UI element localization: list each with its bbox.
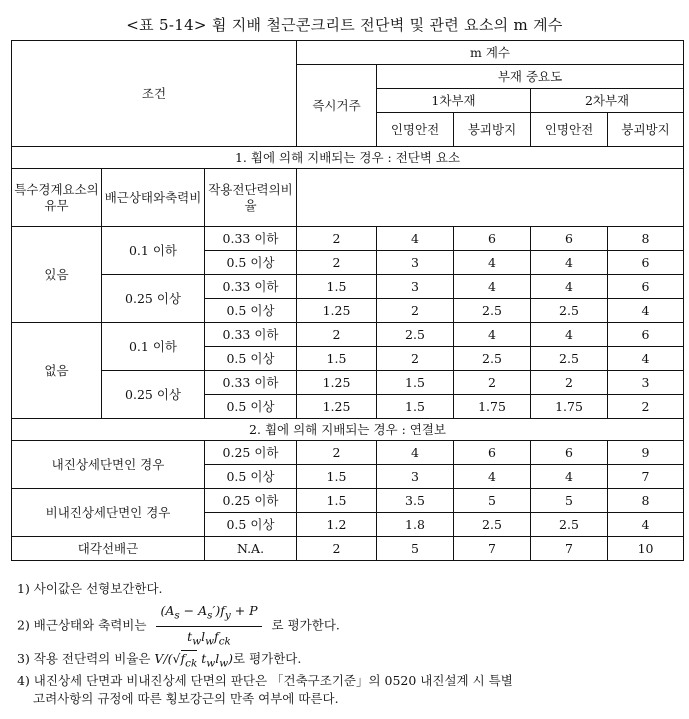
footnote-2 [17,602,340,650]
footnote-3-prefix: 3) 작용 전단력의 비율은 [17,651,151,666]
value-cell: 8 [608,489,684,513]
group-label: 대각선배근 [12,537,205,561]
value-cell: 2.5 [454,347,531,371]
table-row [12,537,684,561]
value-cell: 2 [377,299,454,323]
value-cell: 4 [531,465,608,489]
footnote-2-prefix: 2) 배근상태와 축력비는 [17,617,147,633]
value-cell: 6 [608,251,684,275]
value-cell: 1.25 [297,395,377,419]
value-cell: 4 [377,227,454,251]
value-cell: 2.5 [531,299,608,323]
group-label: 내진상세단면인 경우 [12,441,205,489]
primary-member-header: 1차부재 [377,89,531,113]
table-row [12,441,684,465]
secondary-member-header: 2차부재 [531,89,684,113]
blank-cell [297,169,684,227]
value-cell: 4 [454,275,531,299]
shear-ratio-formula: $V/(√f_{ck}$ $t_wl_w$) [154,651,234,670]
value-cell: 4 [454,251,531,275]
value-cell: 1.5 [297,465,377,489]
header-row-1 [12,41,684,65]
collapse-prevention-header: 붕괴방지 [608,113,684,147]
value-cell: 2 [297,251,377,275]
value-cell: 4 [608,299,684,323]
value-cell: 1.8 [377,513,454,537]
value-cell: 2 [297,323,377,347]
value-cell: 5 [454,489,531,513]
ratio-cell: 0.33 이하 [205,275,297,299]
value-cell: 1.5 [297,489,377,513]
value-cell: 2 [608,395,684,419]
group-label: 있음 [12,227,102,323]
ratio-cell: 0.33 이하 [205,227,297,251]
value-cell: 1.25 [297,299,377,323]
value-cell: 1.25 [297,371,377,395]
value-cell: 3 [377,251,454,275]
ratio-cell: 0.25 이하 [205,489,297,513]
section-1-title: 1. 휨에 의해 지배되는 경우 : 전단벽 요소 [12,147,684,169]
value-cell: 4 [454,323,531,347]
group-label: 없음 [12,323,102,419]
footnote-4-line-1: 4) 내진상세 단면과 비내진상세 단면의 판단은 「건축구조기준」의 0520 내진설계 시 특별 [17,673,513,688]
value-cell: 1.75 [454,395,531,419]
footnote-1: 1) 사이값은 선형보간한다. [17,581,163,596]
value-cell: 1.5 [297,347,377,371]
table-body [12,41,684,561]
immediate-occupancy-header: 즉시거주 [297,65,377,147]
value-cell: 3 [608,371,684,395]
collapse-prevention-header: 붕괴방지 [454,113,531,147]
value-cell: 3.5 [377,489,454,513]
value-cell: 1.5 [297,275,377,299]
value-cell: 2.5 [377,323,454,347]
value-cell: 8 [608,227,684,251]
subgroup-label: 0.1 이하 [102,323,205,371]
value-cell: 1.75 [531,395,608,419]
ratio-cell: 0.5 이상 [205,395,297,419]
value-cell: 6 [454,227,531,251]
m-coefficient-table [11,40,684,561]
footnote-3 [17,650,301,673]
axial-ratio-formula: $\frac{(A_s - A_s')f_y + P}{t_wl_wf_{ck}}$ [156,602,261,650]
ratio-cell: 0.5 이상 [205,347,297,371]
value-cell: 6 [608,323,684,347]
boundary-element-header: 특수경계요소의유무 [12,169,102,227]
section-1-title-row [12,147,684,169]
value-cell: 2 [454,371,531,395]
value-cell: 4 [531,275,608,299]
life-safety-header: 인명안전 [531,113,608,147]
value-cell: 7 [531,537,608,561]
group-label: 비내진상세단면인 경우 [12,489,205,537]
value-cell: 2.5 [531,347,608,371]
value-cell: 2 [377,347,454,371]
ratio-cell: N.A. [205,537,297,561]
value-cell: 2 [297,227,377,251]
value-cell: 6 [608,275,684,299]
subgroup-label: 0.25 이상 [102,371,205,419]
footnote-3-suffix: 로 평가한다. [233,651,302,666]
ratio-cell: 0.5 이상 [205,251,297,275]
ratio-cell: 0.33 이하 [205,371,297,395]
value-cell: 7 [608,465,684,489]
table-title: <표 5-14> 휨 지배 철근콘크리트 전단벽 및 관련 요소의 m 계수 [126,16,563,34]
table-row [12,275,684,299]
section-2-title-row [12,419,684,441]
condition-header: 조건 [12,41,297,147]
value-cell: 1.5 [377,371,454,395]
value-cell: 9 [608,441,684,465]
table-row [12,371,684,395]
ratio-cell: 0.5 이상 [205,465,297,489]
value-cell: 4 [377,441,454,465]
value-cell: 1.2 [297,513,377,537]
value-cell: 4 [608,513,684,537]
value-cell: 6 [531,227,608,251]
value-cell: 10 [608,537,684,561]
m-coeff-header: m 계수 [297,41,684,65]
ratio-cell: 0.33 이하 [205,323,297,347]
footnote-4-line-2: 고려사항의 규정에 따른 횡보강근의 만족 여부에 따른다. [33,691,339,706]
value-cell: 4 [531,251,608,275]
value-cell: 3 [377,275,454,299]
value-cell: 6 [454,441,531,465]
value-cell: 7 [454,537,531,561]
table-row [12,227,684,251]
reinforcement-axial-header: 배근상태와축력비 [102,169,205,227]
section-1-column-header-row [12,169,684,227]
subgroup-label: 0.25 이상 [102,275,205,323]
table-row [12,323,684,347]
value-cell: 4 [608,347,684,371]
value-cell: 2.5 [454,299,531,323]
value-cell: 4 [454,465,531,489]
ratio-cell: 0.5 이상 [205,513,297,537]
subgroup-label: 0.1 이하 [102,227,205,275]
value-cell: 1.5 [377,395,454,419]
value-cell: 2 [297,441,377,465]
member-importance-header: 부재 중요도 [377,65,684,89]
shear-ratio-header: 작용전단력의비율 [205,169,297,227]
value-cell: 2 [531,371,608,395]
value-cell: 3 [377,465,454,489]
value-cell: 4 [531,323,608,347]
value-cell: 2.5 [531,513,608,537]
value-cell: 5 [531,489,608,513]
value-cell: 2.5 [454,513,531,537]
ratio-cell: 0.5 이상 [205,299,297,323]
life-safety-header: 인명안전 [377,113,454,147]
value-cell: 5 [377,537,454,561]
section-2-title: 2. 휨에 의해 지배되는 경우 : 연결보 [12,419,684,441]
table-row [12,489,684,513]
ratio-cell: 0.25 이하 [205,441,297,465]
value-cell: 2 [297,537,377,561]
value-cell: 6 [531,441,608,465]
footnote-2-suffix: 로 평가한다. [271,617,340,633]
